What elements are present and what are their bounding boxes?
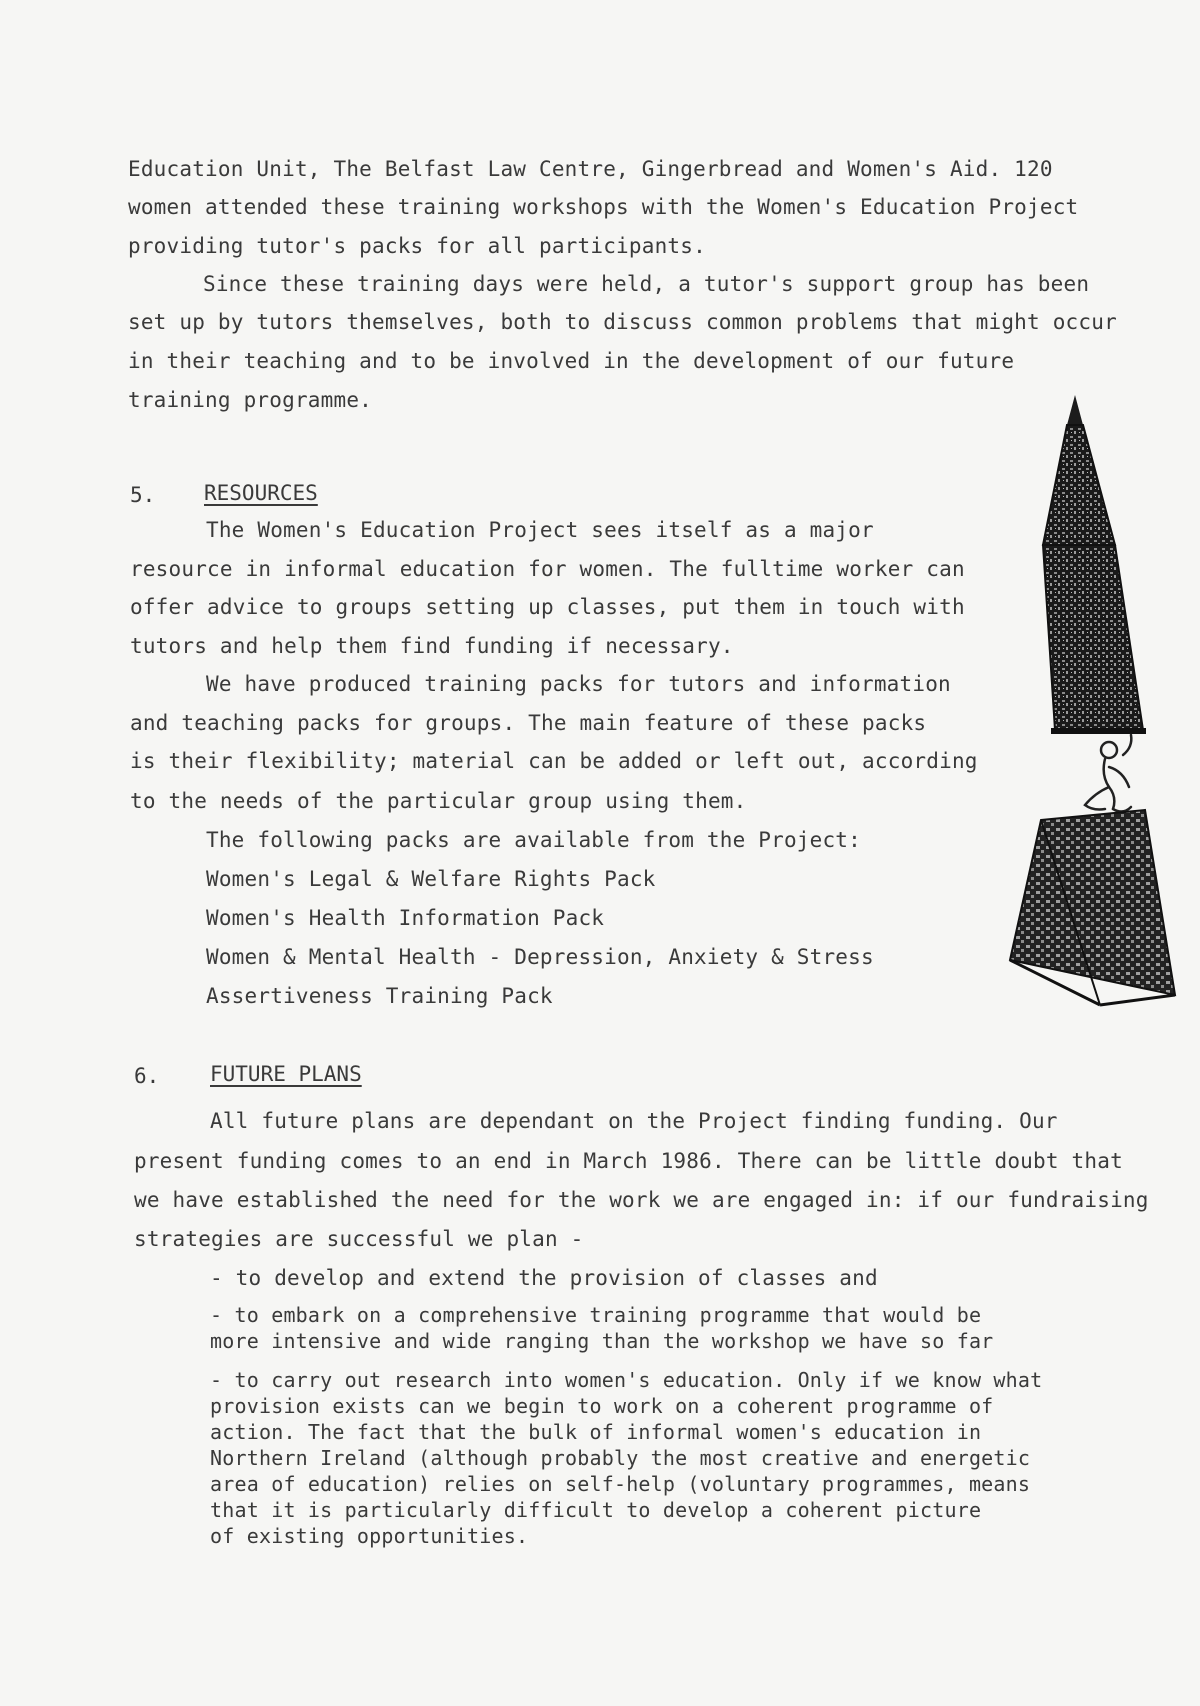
intro-line: training programme. xyxy=(128,388,373,412)
plan-bullet-line: - to embark on a comprehensive training programme that would be xyxy=(210,1303,982,1327)
plan-bullet-line: - to develop and extend the provision of classes and xyxy=(210,1266,878,1290)
plan-bullet-line: provision exists can we begin to work on a coherent programme of xyxy=(210,1394,994,1418)
intro-line: in their teaching and to be involved in the development of our future xyxy=(128,349,1015,373)
pack-list-item: Women's Legal & Welfare Rights Pack xyxy=(206,867,656,891)
intro-line: providing tutor's packs for all participants. xyxy=(128,234,706,258)
pack-list-item: Women's Health Information Pack xyxy=(206,906,605,930)
stone-tower-illustration-icon xyxy=(1005,395,1195,1045)
plan-bullet-line: area of education) relies on self-help (voluntary programmes, means xyxy=(210,1472,1031,1496)
section-5-line: The Women's Education Project sees itself as a major xyxy=(206,518,874,542)
pack-list-item: Women & Mental Health - Depression, Anxiety & Stress xyxy=(206,945,874,969)
plan-bullet-line: that it is particularly difficult to develop a coherent picture xyxy=(210,1498,982,1522)
section-6-line: present funding comes to an end in March 1986. There can be little doubt that xyxy=(134,1149,1123,1173)
section-6-line: we have established the need for the work we are engaged in: if our fundraising xyxy=(134,1188,1149,1212)
section-5-line: resource in informal education for women. The fulltime worker can xyxy=(130,557,965,581)
plan-bullet-line: of existing opportunities. xyxy=(210,1524,529,1548)
section-5-line: to the needs of the particular group using them. xyxy=(130,789,747,813)
plan-bullet-line: more intensive and wide ranging than the workshop we have so far xyxy=(210,1329,994,1353)
section-5-line: and teaching packs for groups. The main feature of these packs xyxy=(130,711,927,735)
section-5-line: offer advice to groups setting up classes, put them in touch with xyxy=(130,595,965,619)
plan-bullet-line: Northern Ireland (although probably the most creative and energetic xyxy=(210,1446,1031,1470)
plan-bullet-line: action. The fact that the bulk of informal women's education in xyxy=(210,1420,982,1444)
pack-list-item: Assertiveness Training Pack xyxy=(206,984,553,1008)
intro-line: set up by tutors themselves, both to discuss common problems that might occur xyxy=(128,310,1117,334)
section-6-line: strategies are successful we plan - xyxy=(134,1227,584,1251)
section-6-number: 6. xyxy=(134,1064,160,1088)
section-5-line: is their flexibility; material can be added or left out, according xyxy=(130,749,978,773)
plan-bullet-line: - to carry out research into women's education. Only if we know what xyxy=(210,1368,1043,1392)
section-5-line: tutors and help them find funding if necessary. xyxy=(130,634,734,658)
section-5-number: 5. xyxy=(130,483,156,507)
section-5-line: We have produced training packs for tutors and information xyxy=(206,672,951,696)
section-6-line: All future plans are dependant on the Project finding funding. Our xyxy=(210,1109,1058,1133)
intro-line: Since these training days were held, a tutor's support group has been xyxy=(203,272,1090,296)
section-5-line: The following packs are available from the Project: xyxy=(206,828,861,852)
intro-line: women attended these training workshops with the Women's Education Project xyxy=(128,195,1079,219)
section-6-title: FUTURE PLANS xyxy=(210,1062,362,1086)
section-5-title: RESOURCES xyxy=(204,481,318,505)
intro-line: Education Unit, The Belfast Law Centre, Gingerbread and Women's Aid. 120 xyxy=(128,157,1053,181)
